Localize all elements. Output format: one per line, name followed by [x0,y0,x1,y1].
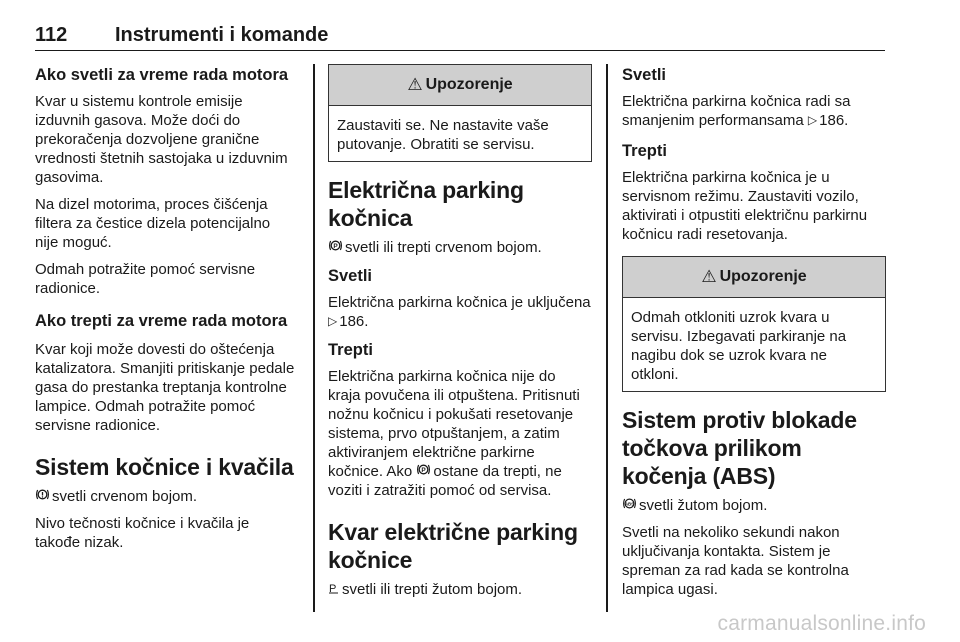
paragraph [328,580,592,599]
fault-text: svetli ili trepti žutom bojom. [342,581,523,598]
column-divider [313,64,315,612]
brake-system-text: svetli crvenom bojom. [52,488,198,505]
paragraph: Električna parkirna kočnica nije do kraja povučena ili otpuštena. Pritisnuti nožnu kočnicu i pokušati resetovanje sistema, prvo otpuštanjem, a zatim aktiviranjem električne parkirne kočnice. Ako P ostane da trepti, ne voziti i zatražiti pomoć od servisa. [328,368,580,499]
heading-svetli: Svetli [328,267,373,285]
warning-text: Odmah otkloniti uzrok kvara u servisu. Izbegavati parkiranje na nagibu dok se uzrok kvara ne otkloni. [631,309,847,383]
paragraph: Odmah potražite pomoć servisne radionice. [35,261,256,297]
paragraph: Električna parkirna kočnica je uključena ▷ 186. [328,294,591,330]
page-number: 112 [35,24,68,46]
paragraph: Na dizel motorima, proces čišćenja filtera za čestice dizela potencijalno nije moguć. [35,196,271,251]
warning-title: Upozorenje [719,268,807,285]
warning-title: Upozorenje [425,76,513,93]
heading-motor-lit: Ako svetli za vreme rada motora [35,66,289,84]
paragraph [622,496,886,515]
heading-trepti: Trepti [622,142,667,160]
column-left [35,64,297,560]
warning-header [329,65,591,106]
abs-text: svetli žutom bojom. [639,497,768,514]
parking-brake-fault-icon [328,581,340,595]
abs-icon [622,497,637,511]
column-right [622,64,886,607]
reference-arrow-icon: ▷ [328,314,338,328]
parking-brake-icon [328,239,343,253]
warning-text: Zaustaviti se. Ne nastavite vaše putovanje. Obratiti se servisu. [337,117,549,153]
svg-text:P: P [333,243,338,250]
warning-icon: ⚠ [407,75,423,94]
parking-brake-text: svetli ili trepti crvenom bojom. [345,239,542,256]
paragraph: Nivo tečnosti kočnice i kvačila je takođe nizak. [35,515,250,551]
svg-text:P: P [421,467,427,474]
heading-epb-fault: Kvar električne parking kočnice [328,519,578,573]
page-title: Instrumenti i komande [115,24,329,46]
paragraph [328,238,592,257]
heading-svetli: Svetli [622,66,667,84]
parking-brake-icon [416,463,431,477]
heading-abs: Sistem protiv blokade točkova prilikom kočenja (ABS) [622,407,857,489]
warning-header [623,257,885,298]
heading-trepti: Trepti [328,341,373,359]
page-reference[interactable]: 186. [819,112,849,129]
warning-box [328,64,592,162]
warning-icon: ⚠ [701,267,717,286]
page-header [35,20,885,51]
paragraph: Kvar koji može dovesti do oštećenja katalizatora. Smanjiti pritiskanje pedale gasa do prestanka treptanja kontrolne lampice. Odmah potražite pomoć servisne radionice. [35,341,295,434]
paragraph: Električna parkirna kočnica radi sa smanjenim performansama ▷ 186. [622,93,851,129]
warning-box [622,256,886,392]
column-divider [606,64,608,612]
paragraph: Električna parkirna kočnica je u servisnom režimu. Zaustaviti vozilo, aktivirati i otpustiti električnu parkirnu kočnicu radi resetovanja. [622,169,868,243]
heading-brake-system: Sistem kočnice i kvačila [35,454,294,480]
page-reference[interactable]: 186. [339,313,369,330]
watermark: carmanualsonline.info [717,612,926,635]
paragraph: Kvar u sistemu kontrole emisije izduvnih gasova. Može doći do prekoračenja dozvoljene granične vrednosti štetnih sastojaka u izduvnim gasovima. [35,93,288,186]
reference-arrow-icon: ▷ [807,113,818,127]
paragraph: Svetli na nekoliko sekundi nakon uključivanja kontakta. Sistem je spreman za rad kada se kontrolna lampica ugasi. [622,524,849,598]
paragraph [35,487,297,506]
heading-electric-parking-brake: Električna parking kočnica [328,177,524,231]
heading-motor-blink: Ako trepti za vreme rada motora [35,312,288,330]
svg-text:ABS: ABS [624,501,635,507]
brake-system-icon [35,488,50,502]
column-middle [328,64,592,607]
svg-text:P: P [329,583,337,594]
